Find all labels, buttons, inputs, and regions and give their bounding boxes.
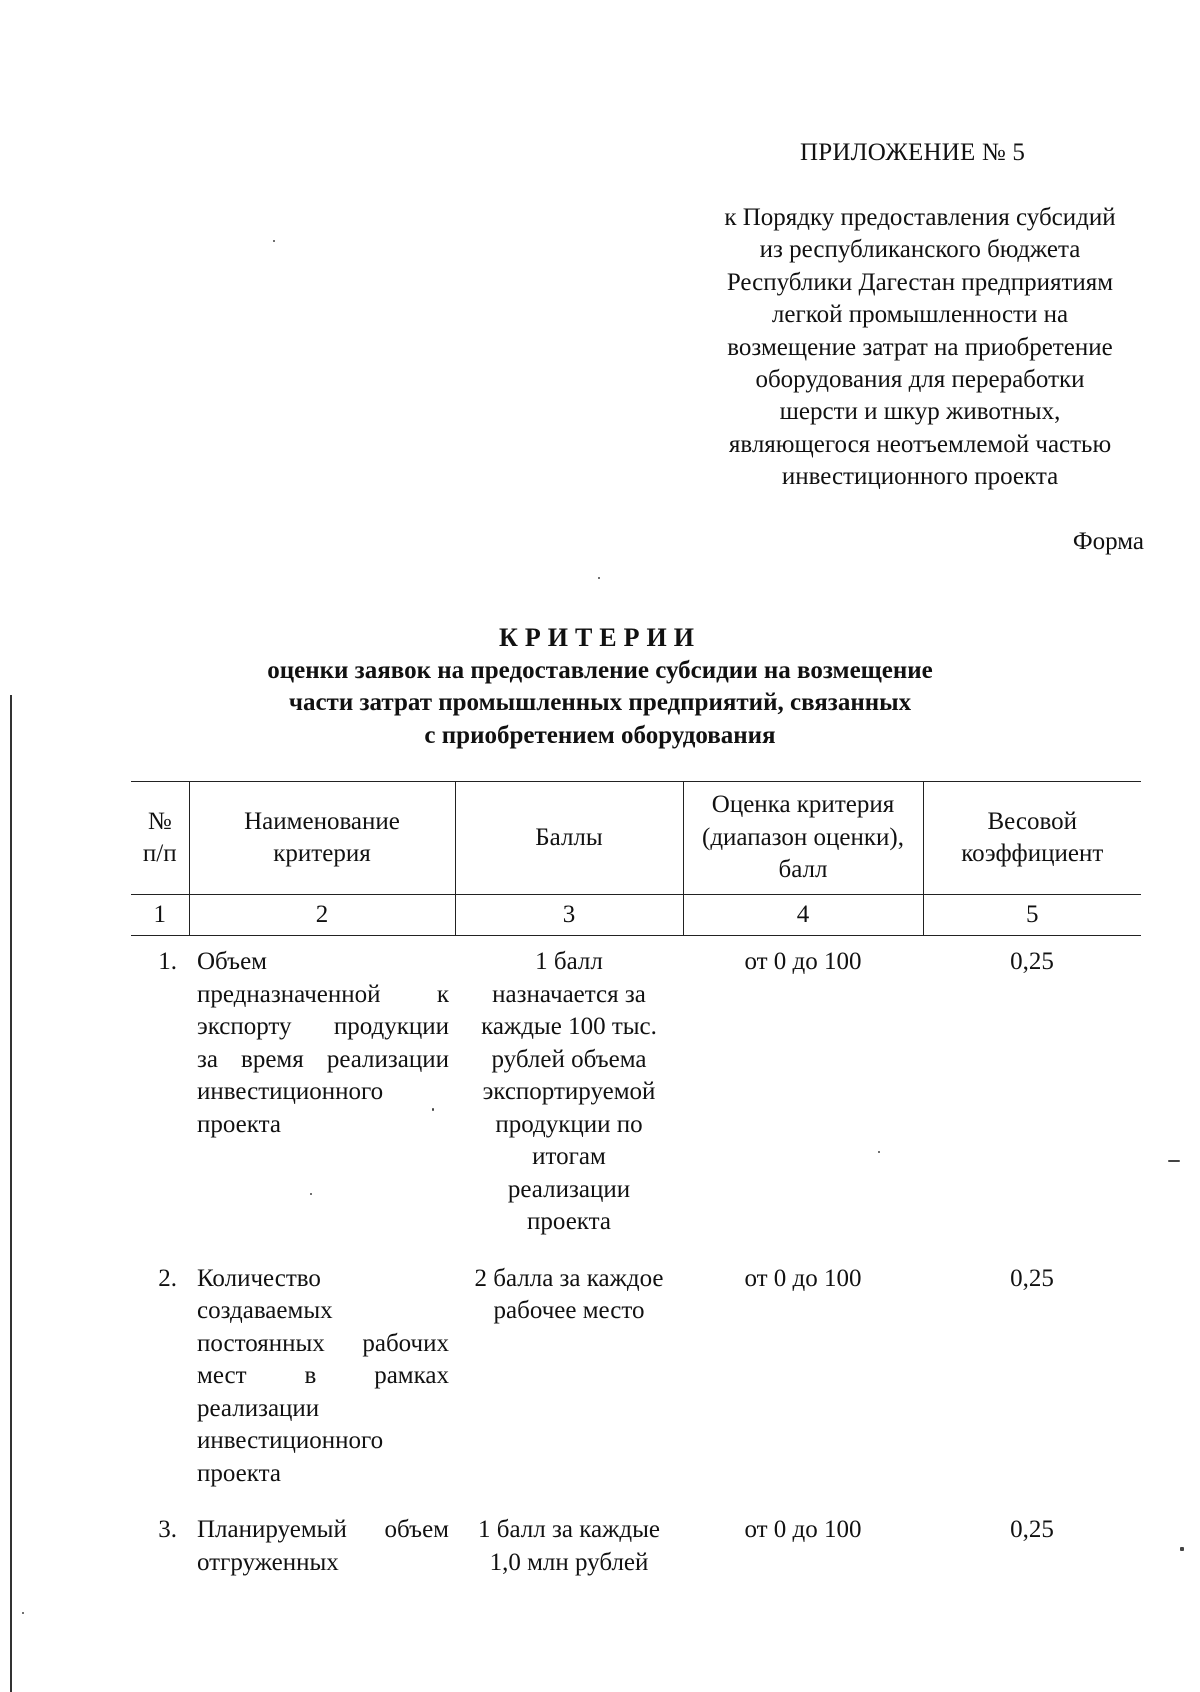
header-range <box>683 782 923 895</box>
appendix-reference-line: из республиканского бюджета <box>759 236 1081 264</box>
scan-speck <box>1168 1160 1180 1162</box>
header-points <box>455 782 683 895</box>
criterion-name-line: проекта <box>197 1459 281 1487</box>
criterion-name-line: постоянных рабочих <box>197 1329 449 1357</box>
scan-speck <box>598 577 600 579</box>
points-line: назначается за <box>492 980 646 1008</box>
appendix-reference-line: Республики Дагестан предприятиям <box>726 268 1114 296</box>
heading-subtitle-line: части затрат промышленных предприятий, связанных <box>288 689 912 716</box>
criterion-name-line: отгруженных <box>197 1548 339 1576</box>
scan-speck <box>273 240 275 242</box>
header-text: Весовой <box>987 807 1077 835</box>
points-line: итогам <box>532 1143 606 1170</box>
points-line: 1,0 млн рублей <box>489 1548 649 1576</box>
points-line: реализации <box>507 1175 631 1203</box>
table-header-row <box>131 782 1141 895</box>
criterion-name-line: мест в рамках <box>197 1362 449 1389</box>
header-text: Наименование <box>244 807 400 835</box>
criterion-name-line: инвестиционного <box>197 1427 384 1454</box>
table-row <box>131 936 1141 1253</box>
header-text: № <box>147 807 172 835</box>
appendix-reference <box>690 202 1150 494</box>
criterion-points <box>455 1253 683 1505</box>
appendix-reference-line: являющегося неотъемлемой частью <box>728 430 1112 458</box>
points-line: продукции по <box>495 1110 643 1138</box>
header-text: критерия <box>273 840 371 867</box>
scan-speck <box>432 1108 434 1111</box>
criterion-name-line: за время реализации <box>197 1045 449 1073</box>
column-number: 3 <box>455 895 683 936</box>
criterion-weight: 0,25 <box>1010 1516 1054 1543</box>
form-label: Форма <box>1072 528 1144 555</box>
points-line: 1 балл <box>535 948 603 975</box>
criteria-table <box>131 781 1141 1593</box>
criterion-name <box>189 936 455 1253</box>
header-weight <box>923 782 1141 895</box>
scan-speck <box>878 1151 880 1153</box>
points-line: 2 балла за каждое <box>474 1264 664 1292</box>
appendix-reference-line: инвестиционного проекта <box>781 463 1059 491</box>
heading-subtitle-line: с приобретением оборудования <box>424 721 776 749</box>
criterion-range: от 0 до 100 <box>744 1264 862 1292</box>
header-text: (диапазон оценки), <box>702 823 904 851</box>
column-number: 4 <box>683 895 923 936</box>
column-number: 1 <box>131 895 189 936</box>
table-row <box>131 1253 1141 1505</box>
criterion-range: от 0 до 100 <box>744 948 862 975</box>
appendix-reference-line: легкой промышленности на <box>771 301 1069 329</box>
row-number: 2. <box>158 1264 177 1292</box>
header-text: коэффициент <box>961 840 1104 867</box>
criterion-name <box>189 1253 455 1505</box>
appendix-reference-line: оборудования для переработки <box>755 366 1085 394</box>
appendix-reference-line: шерсти и шкур животных, <box>779 398 1061 426</box>
scan-speck <box>22 1612 24 1614</box>
criterion-name-line: Планируемый объем <box>197 1516 449 1543</box>
scan-speck <box>310 1193 312 1195</box>
header-text: балл <box>778 856 828 884</box>
criterion-name-line: предназначенной к <box>197 980 449 1008</box>
header-text: Баллы <box>535 823 603 851</box>
column-number: 2 <box>189 895 455 936</box>
criterion-name-line: реализации <box>197 1394 320 1422</box>
points-line: рабочее место <box>493 1297 645 1324</box>
criterion-name <box>189 1504 455 1593</box>
header-text: Оценка критерия <box>711 791 895 819</box>
document-heading <box>0 622 1200 752</box>
heading-title: КРИТЕРИИ <box>499 623 701 652</box>
points-line: 1 балл за каждые <box>478 1516 660 1543</box>
header-num <box>131 782 189 895</box>
criterion-name-line: Объем <box>197 948 267 975</box>
points-line: экспортируемой <box>482 1078 656 1105</box>
points-line: рублей объема <box>491 1045 647 1073</box>
table-row <box>131 1504 1141 1593</box>
header-text: п/п <box>142 840 177 867</box>
criterion-name-line: инвестиционного <box>197 1078 384 1105</box>
criterion-points <box>455 1504 683 1593</box>
criterion-name-line: Количество <box>197 1264 321 1292</box>
criterion-range: от 0 до 100 <box>744 1516 862 1543</box>
row-number: 3. <box>158 1516 177 1543</box>
criterion-weight: 0,25 <box>1010 1264 1054 1292</box>
appendix-title: ПРИЛОЖЕНИЕ № 5 <box>800 139 1026 166</box>
appendix-reference-line: к Порядку предоставления субсидий <box>724 204 1116 231</box>
scan-speck <box>1180 1547 1184 1551</box>
criterion-weight: 0,25 <box>1010 948 1054 975</box>
column-number: 5 <box>923 895 1141 936</box>
criterion-name-line: проекта <box>197 1110 281 1138</box>
scan-margin-line <box>10 695 12 1692</box>
header-name <box>189 782 455 895</box>
points-line: проекта <box>527 1208 611 1235</box>
criterion-name-line: экспорту продукции <box>197 1013 449 1040</box>
row-number: 1. <box>158 948 177 975</box>
criterion-points <box>455 936 683 1253</box>
points-line: каждые 100 тыс. <box>481 1013 657 1040</box>
appendix-reference-line: возмещение затрат на приобретение <box>727 333 1113 361</box>
column-number-row <box>131 895 1141 936</box>
heading-subtitle-line: оценки заявок на предоставление субсидии на возмещение <box>267 656 933 684</box>
criterion-name-line: создаваемых <box>197 1297 333 1324</box>
